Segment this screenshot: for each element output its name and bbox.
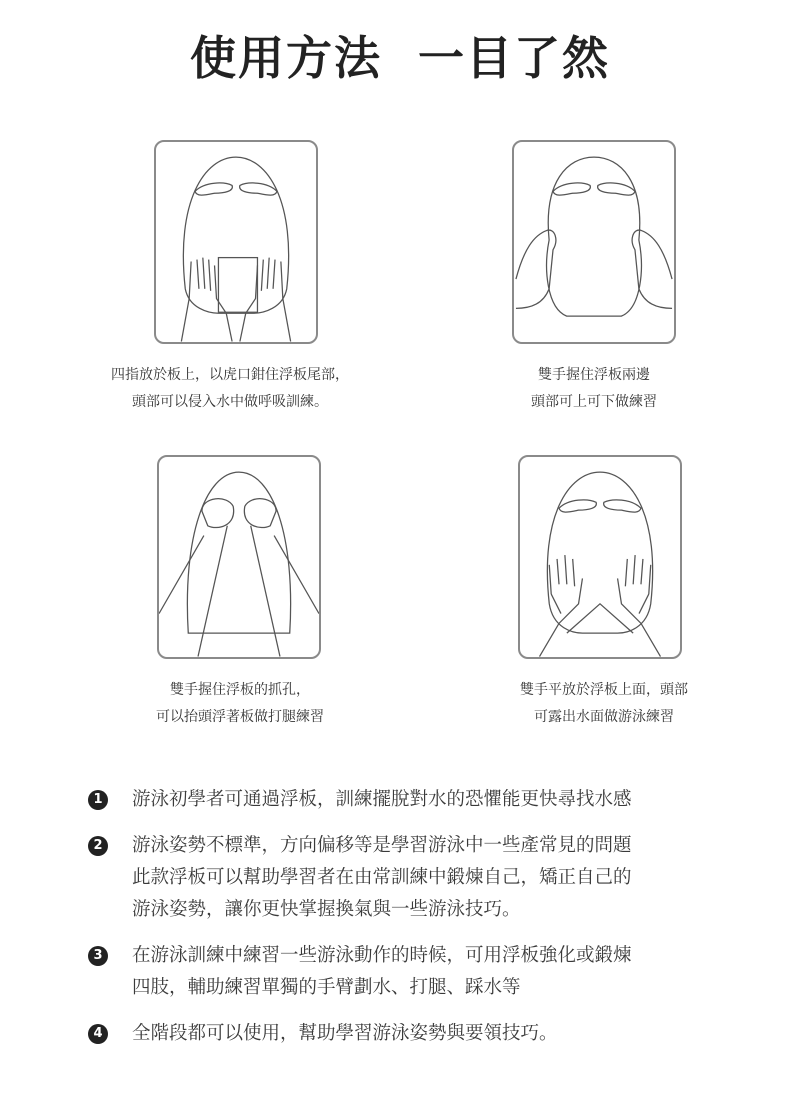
number-badge-icon: 2 <box>88 836 108 856</box>
caption-line: 雙手握住浮板的抓孔， <box>170 682 310 698</box>
tip-line: 游泳姿勢，讓你更快掌握換氣與一些游泳技巧。 <box>132 899 521 920</box>
tip-line: 游泳姿勢不標準，方向偏移等是學習游泳中一些產常見的問題 <box>132 835 632 856</box>
caption-line: 雙手握住浮板兩邊 <box>538 367 650 383</box>
tip-line: 全階段都可以使用，幫助學習游泳姿勢與要領技巧。 <box>132 1023 558 1044</box>
caption-step-2 <box>424 362 764 416</box>
caption-line: 頭部可上可下做練習 <box>531 394 657 410</box>
caption-line: 可露出水面做游泳練習 <box>534 709 674 725</box>
illustration-handhold-grip <box>157 455 321 659</box>
caption-line: 雙手平放於浮板上面，頭部 <box>520 682 688 698</box>
caption-line: 可以抬頭浮著板做打腿練習 <box>156 709 324 725</box>
page-title: 使用方法 一目了然 <box>189 31 611 85</box>
number-badge-icon: 4 <box>88 1024 108 1044</box>
illustration-hands-flat <box>518 455 682 659</box>
tip-item <box>88 784 728 816</box>
caption-step-1 <box>60 362 400 416</box>
caption-line: 頭部可以侵入水中做呼吸訓練。 <box>132 394 328 410</box>
illustration-four-fingers-grip <box>154 140 318 344</box>
caption-step-3 <box>70 677 410 731</box>
tips-list <box>88 784 728 1064</box>
number-badge-icon: 3 <box>88 946 108 966</box>
tip-item <box>88 1018 728 1050</box>
tip-line: 在游泳訓練中練習一些游泳動作的時候，可用浮板強化或鍛煉 <box>132 945 632 966</box>
tip-line: 此款浮板可以幫助學習者在由常訓練中鍛煉自己，矯正自己的 <box>132 867 632 888</box>
tip-line: 四肢，輔助練習單獨的手臂劃水、打腿、踩水等 <box>132 977 521 998</box>
illustration-both-sides-grip <box>512 140 676 344</box>
tip-item <box>88 830 728 926</box>
tip-item <box>88 940 728 1004</box>
caption-line: 四指放於板上，以虎口鉗住浮板尾部， <box>111 367 349 383</box>
tip-line: 游泳初學者可通過浮板，訓練擺脫對水的恐懼能更快尋找水感 <box>132 789 632 810</box>
caption-step-4 <box>434 677 774 731</box>
number-badge-icon: 1 <box>88 790 108 810</box>
